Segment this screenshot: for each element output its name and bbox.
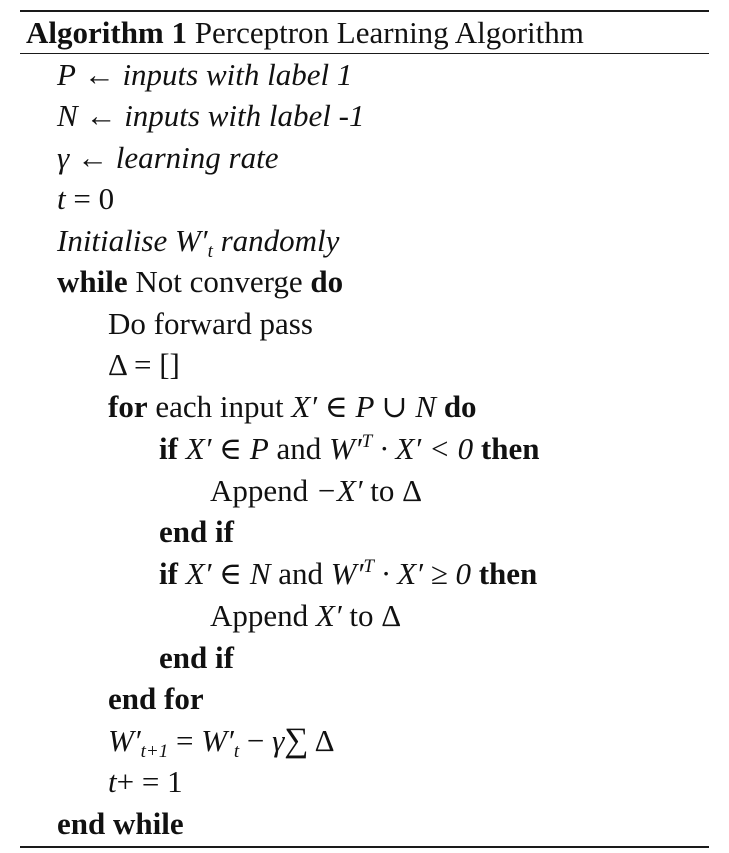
update-subscript-lhs: t+1 [140, 741, 169, 762]
line-for [108, 387, 477, 427]
init-t-value: 0 [98, 181, 115, 216]
keyword-end-if: end if [159, 640, 234, 675]
line-init-w [57, 221, 339, 261]
line-append-positive [210, 596, 401, 636]
init-w-rest: randomly [220, 223, 340, 258]
var-n: N [57, 98, 78, 133]
increment-value: 1 [167, 764, 183, 799]
if1-weight: W′ [329, 431, 362, 466]
append1-target: Δ [402, 473, 423, 508]
for-text: each input [155, 389, 284, 424]
var-t: t [57, 181, 66, 216]
line-if-positive [159, 429, 539, 469]
assign-gamma-text: learning rate [115, 140, 279, 175]
line-delta-init [108, 345, 180, 385]
arrow-symbol: ← [76, 140, 108, 175]
line-assign-p [57, 55, 352, 95]
line-weight-update [108, 721, 335, 761]
assign-n-text: inputs with label -1 [124, 98, 365, 133]
increment-operator: + = [116, 764, 160, 799]
keyword-end-while: end while [57, 806, 184, 841]
line-end-for [108, 679, 204, 719]
append2-word: Append [210, 598, 309, 633]
append1-expression: −X′ [315, 473, 363, 508]
line-increment-t [108, 762, 183, 802]
while-condition: Not converge [135, 264, 303, 299]
keyword-then: then [480, 431, 540, 466]
line-end-while [57, 804, 184, 844]
update-gamma: γ [272, 723, 285, 758]
var-w: W′ [174, 223, 208, 258]
keyword-if: if [159, 556, 178, 591]
var-gamma: γ [57, 140, 70, 175]
append2-target: Δ [381, 598, 402, 633]
update-weight-rhs: W′ [201, 723, 234, 758]
assign-p-text: inputs with label 1 [122, 57, 353, 92]
delta-init-text: Δ = [] [108, 347, 180, 382]
arrow-symbol: ← [85, 98, 117, 133]
for-expression: X′ ∈ P ∪ N [291, 389, 437, 424]
if1-condition-b: · X′ < 0 [380, 431, 474, 466]
keyword-end-for: end for [108, 681, 204, 716]
line-while [57, 262, 343, 302]
update-equals: = [175, 723, 194, 758]
equals-symbol: = [73, 181, 91, 216]
increment-var: t [108, 764, 117, 799]
arrow-symbol: ← [83, 57, 115, 92]
keyword-then: then [478, 556, 538, 591]
update-minus: − [246, 723, 265, 758]
line-end-if-1 [159, 512, 234, 552]
line-init-t [57, 179, 114, 219]
if1-and: and [276, 431, 322, 466]
keyword-while: while [57, 264, 128, 299]
algorithm-caption [26, 13, 584, 53]
line-end-if-2 [159, 638, 234, 678]
caption-label: Algorithm 1 [26, 15, 188, 50]
line-forward-pass [108, 304, 313, 344]
update-subscript-rhs: t [233, 741, 240, 762]
caption-title: Perceptron Learning Algorithm [194, 15, 584, 50]
if1-condition-a: X′ ∈ P [185, 431, 269, 466]
bottom-rule [20, 846, 709, 848]
if2-and: and [278, 556, 324, 591]
keyword-for: for [108, 389, 148, 424]
forward-pass-text: Do forward pass [108, 306, 313, 341]
line-append-negative [210, 471, 422, 511]
if2-condition-a: X′ ∈ N [185, 556, 271, 591]
if2-transpose: T [363, 556, 374, 577]
line-assign-n [57, 96, 364, 136]
keyword-if: if [159, 431, 178, 466]
summation-symbol: ∑ [284, 722, 309, 759]
append2-expression: X′ [315, 598, 342, 633]
caption-rule [20, 53, 709, 54]
append2-to: to [349, 598, 374, 633]
init-w-text: Initialise [57, 223, 168, 258]
line-if-negative [159, 554, 537, 594]
var-p: P [57, 57, 76, 92]
if1-transpose: T [361, 431, 373, 452]
keyword-do: do [443, 389, 477, 424]
append1-word: Append [210, 473, 309, 508]
update-weight-lhs: W′ [108, 723, 141, 758]
keyword-end-if: end if [159, 514, 234, 549]
line-assign-gamma [57, 138, 278, 178]
if2-condition-b: · X′ ≥ 0 [381, 556, 471, 591]
var-w-subscript: t [207, 241, 213, 262]
top-rule [20, 10, 709, 12]
if2-weight: W′ [330, 556, 364, 591]
keyword-do: do [310, 264, 344, 299]
update-delta: Δ [314, 723, 335, 758]
append1-to: to [370, 473, 395, 508]
